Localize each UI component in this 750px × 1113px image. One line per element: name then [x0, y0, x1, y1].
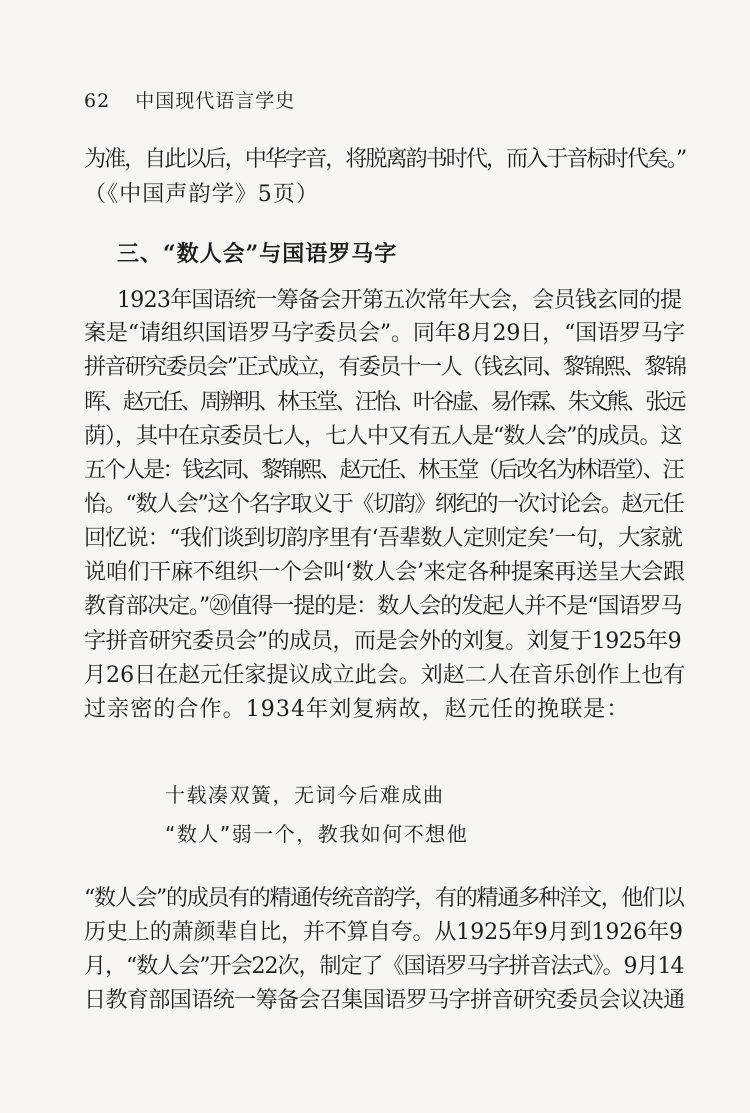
text-line: 字拼音研究委员会”的成员，而是会外的刘复。刘复于1925年9 [84, 629, 682, 654]
text-line: 案是“请组织国语罗马字委员会”。同年8月29日，“国语罗马字 [84, 321, 685, 346]
text-line: 1923年国语统一筹备会开第五次常年大会，会员钱玄同的提 [117, 288, 682, 313]
text-line: 荫），其中在京委员七人，七人中又有五人是“数人会”的成员。这 [84, 424, 682, 449]
page-number: 62 [84, 90, 111, 112]
text-line: 晖、赵元任、周辨明、林玉堂、汪怡、叶谷虚、易作霖、朱文熊、张远 [84, 390, 684, 415]
section-heading: 三、“数人会”与国语罗马字 [117, 241, 398, 267]
text-line: 拼音研究委员会”正式成立，有委员十一人（钱玄同、黎锦熙、黎锦 [84, 355, 686, 380]
book-title: 中国现代语言学史 [135, 90, 296, 112]
text-line: 回忆说：“我们谈到切韵序里有‘吾辈数人定则定矣’一句，大家就 [84, 526, 683, 551]
couplet-line: “数人”弱一个，教我如何不想他 [165, 822, 469, 846]
text-line: 为准，自此以后，中华字音，将脱离韵书时代，而入于音标时代矣。” [84, 147, 686, 172]
text-line: 怡。“数人会”这个名字取义于《切韵》纲纪的一次讨论会。赵元任 [84, 492, 684, 517]
text-line: 月26日在赵元任家提议成立此会。刘赵二人在音乐创作上也有 [84, 663, 686, 688]
text-line: 五个人是：钱玄同、黎锦熙、赵元任、林玉堂（后改名为林语堂）、汪 [84, 458, 683, 483]
text-line: 月，“数人会”开会22次，制定了《国语罗马字拼音法式》。9月14 [84, 954, 684, 979]
couplet-line: 十载凑双簧，无词今后难成曲 [165, 783, 445, 807]
text-line: 说咱们干麻不组织一个会叫‘数人会’来定各种提案再送呈大会跟 [84, 560, 685, 585]
running-head [84, 86, 295, 113]
text-line: 历史上的萧颜辈自比，并不算自夸。从1925年9月到1926年9 [84, 920, 683, 945]
text-line: 日教育部国语统一筹备会召集国语罗马字拼音研究委员会议决通 [84, 988, 685, 1013]
text-line: 过亲密的合作。1934年刘复病故，赵元任的挽联是： [84, 697, 630, 722]
text-line: 教育部决定。”⑳值得一提的是：数人会的发起人并不是“国语罗马 [84, 594, 682, 619]
text-line: （《中国声韵学》5页） [84, 182, 320, 207]
text-line: “数人会”的成员有的精通传统音韵学，有的精通多种洋文，他们以 [84, 886, 684, 911]
